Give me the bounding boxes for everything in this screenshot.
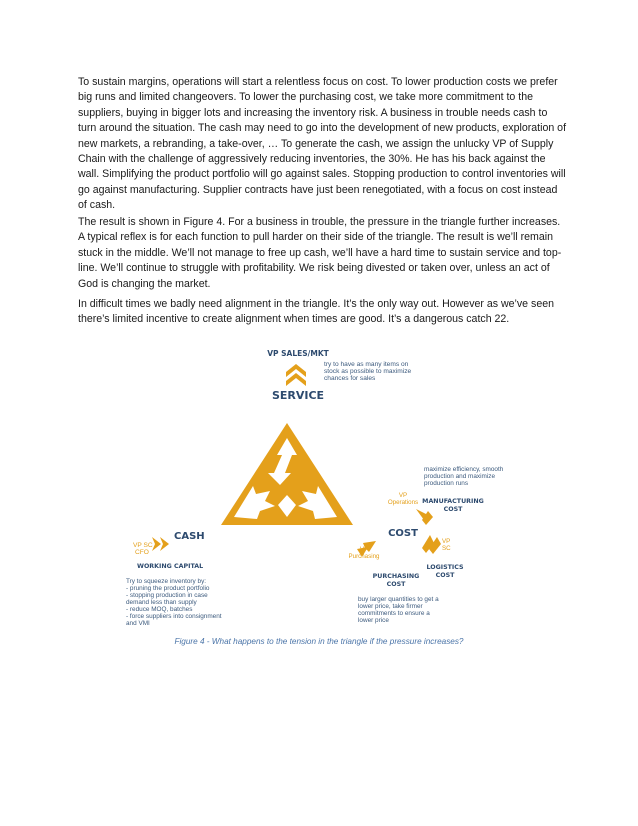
paragraph-1: To sustain margins, operations will start a relentless focus on cost. To lower production costs we prefer big runs and limited changeovers. To lower the purchasing cost, we take more commitment to the suppliers, buying in bigger lots and increasing the inventory risk. A business in trouble needs cash to turn around the situation. The cash may need to go into the development of new products, exploration of new markets, a rebranding, a take-over, … To generate the cash, we assign the unlucky VP of Supply Chain with the challenge of aggressively reducing inventories, the 30%. He has his back against the wall. Simplifying the product portfolio will go against sales. Stopping production to control inventories will go against manufacturing. Supplier contracts have just been renegotiated, with a focus on cost instead of cash. [78, 76, 567, 212]
manufacturing-note-line: production runs [424, 480, 469, 487]
cash-note-line: - reduce MOQ, batches [126, 606, 193, 613]
service-note-line: try to have as many items on [324, 361, 409, 368]
logistics-cost-label: LOGISTICS [426, 564, 464, 571]
cash-note-line: - force suppliers into consignment [126, 613, 222, 620]
purchasing-cost-label: PURCHASING [372, 573, 420, 580]
cash-subtitle: WORKING CAPITAL [137, 563, 204, 570]
cash-note-line: and VMI [126, 620, 150, 627]
purchasing-cost-label: COST [386, 581, 406, 588]
paragraph-2: The result is shown in Figure 4. For a business in trouble, the pressure in the triangle further increases. A typical reflex is for each function to pull harder on their side of the triangle. The result is we’ll remain stuck in the middle. We’ll not manage to free up cash, we’ll have a hard time to sustain service and top-line. We’ll continue to struggle with profitability. We risk being divested or taken over, unless an act of God is changing the market. [78, 216, 562, 290]
cash-title: CASH [174, 531, 205, 542]
purchasing-vp-label: VP [359, 546, 369, 553]
cash-note-line: - stopping production in case [126, 592, 208, 599]
manufacturing-note-line: maximize efficiency, smooth [424, 466, 504, 473]
service-note-line: chances for sales [324, 375, 376, 382]
paragraph-3: In difficult times we badly need alignment in the triangle. It’s the only way out. However as we’ve seen there’s limited incentive to create alignment when times are good. It’s a dangerous catch 22. [78, 298, 554, 326]
purchasing-note-line: buy larger quantities to get a [358, 596, 439, 603]
purchasing-vp-label: Purchasing [348, 553, 380, 560]
cost-title: COST [388, 528, 418, 539]
manufacturing-cost-label: COST [443, 506, 463, 513]
figure-caption: Figure 4 - What happens to the tension in the triangle if the pressure increases? [174, 637, 464, 646]
manufacturing-vp-label: Operations [387, 499, 419, 506]
cash-note-line: - pruning the product portfolio [126, 585, 210, 592]
manufacturing-note-line: production and maximize [424, 473, 496, 480]
purchasing-note-line: lower price [358, 617, 389, 624]
manufacturing-cost-label: MANUFACTURING [422, 498, 484, 505]
pressure-triangle [221, 423, 353, 525]
purchasing-note-line: lower price, take firmer [358, 603, 423, 610]
service-title: SERVICE [271, 389, 325, 402]
cash-chevron-icon [152, 537, 169, 551]
logistics-vp-label: VP [442, 538, 451, 545]
cash-vp-label: CFO [135, 549, 149, 556]
cash-note-line: Try to squeeze inventory by: [126, 578, 207, 585]
purchasing-note-line: commitments to ensure a [358, 610, 430, 617]
service-note-line: stock as possible to maximize [324, 368, 412, 375]
cash-vp-label: VP SC [133, 542, 153, 549]
figure-4 [110, 345, 530, 635]
logistics-vp-label: SC [442, 545, 451, 552]
cash-note-line: demand less than supply [126, 599, 197, 606]
service-vp-label: VP SALES/MKT [267, 349, 329, 358]
manufacturing-vp-label: VP [398, 492, 408, 499]
tension-triangle-diagram [110, 345, 530, 635]
service-chevron-icon [286, 364, 306, 386]
logistics-cost-label: COST [435, 572, 455, 579]
